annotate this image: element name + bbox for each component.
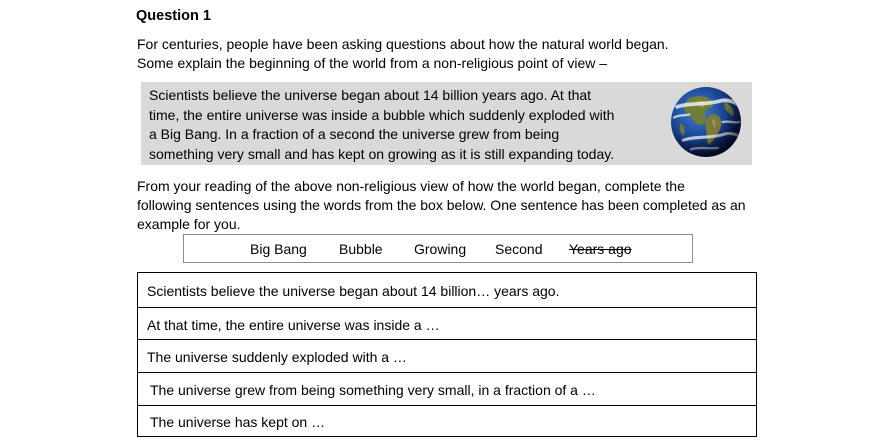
sentence-table <box>137 272 757 437</box>
instructions-line: From your reading of the above non-religious view of how the world began, complete the <box>137 178 685 194</box>
sentence-text: The universe suddenly exploded with a … <box>147 349 407 365</box>
passage-box <box>141 82 752 165</box>
table-row <box>138 372 756 405</box>
intro-line: For centuries, people have been asking questions about how the natural world began. <box>137 36 669 52</box>
table-row <box>138 405 756 436</box>
intro-paragraph <box>137 35 787 73</box>
passage-text <box>149 86 649 164</box>
passage-line: time, the entire universe was inside a bubble which suddenly exploded with <box>149 106 615 123</box>
instructions-line: following sentences using the words from the box below. One sentence has been completed as an <box>137 197 746 213</box>
instructions-paragraph <box>137 177 777 234</box>
sentence-text: The universe grew from being something very small, in a fraction of a … <box>150 382 596 398</box>
sentence-text: The universe has kept on … <box>150 414 326 430</box>
table-row <box>138 307 756 339</box>
word-bank-item: Growing <box>414 241 467 257</box>
passage-line: Scientists believe the universe began about 14 billion years ago. At that <box>149 87 592 103</box>
earth-globe-image <box>668 84 744 160</box>
table-row <box>138 339 756 372</box>
word-bank-item: Second <box>495 241 543 257</box>
table-row <box>138 273 756 307</box>
word-bank-item-struck: Years ago <box>569 241 632 257</box>
intro-line: Some explain the beginning of the world from a non-religious point of view – <box>137 55 608 71</box>
question-title: Question 1 <box>136 8 211 24</box>
word-bank-item: Bubble <box>339 241 383 257</box>
word-bank-item: Big Bang <box>250 241 307 257</box>
passage-line: something very small and has kept on growing as it is still expanding today. <box>149 145 615 162</box>
word-bank-box <box>183 234 693 263</box>
sentence-text: At that time, the entire universe was inside a … <box>147 317 440 333</box>
passage-line: a Big Bang. In a fraction of a second the universe grew from being <box>149 126 560 142</box>
sentence-text: Scientists believe the universe began about 14 billion… years ago. <box>147 283 560 299</box>
instructions-line: example for you. <box>137 216 241 232</box>
